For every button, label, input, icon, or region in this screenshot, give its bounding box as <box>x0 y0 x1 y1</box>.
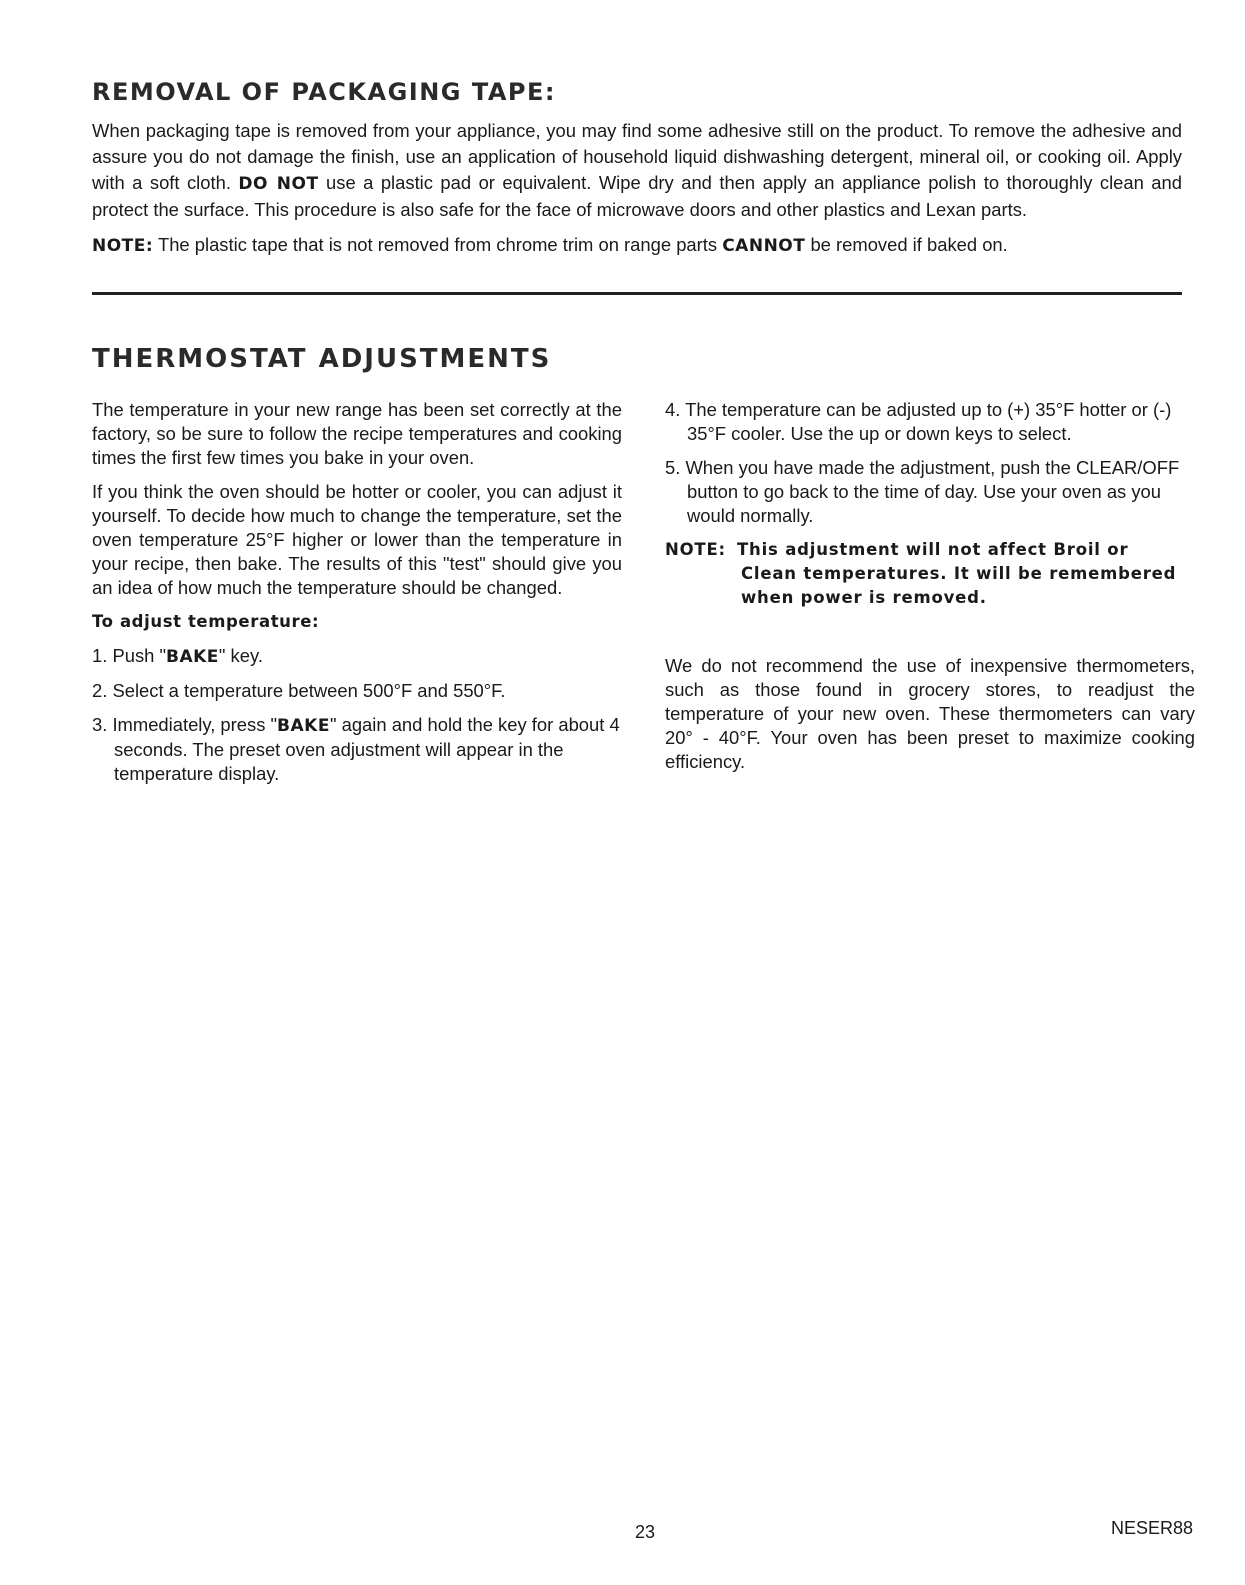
thermostat-note <box>665 538 1195 610</box>
thermostat-intro-1: The temperature in your new range has been set correctly at the factory, so be sure to follow the recipe temperatures and cooking times the first few times you bake in your oven. <box>92 399 622 468</box>
removal-text-a: When packaging tape is removed from your appliance, you may find some adhesive still on the product. To remove the adhesive and assure you do not damage the finish, use an application of household liquid dishwashing detergent, mineral oil, or cooking oil. Apply with a soft cloth. <box>92 120 1182 193</box>
thermostat-left-column <box>92 398 622 796</box>
step-4: 4. The temperature can be adjusted up to (+) 35°F hotter or (-) 35°F cooler. Use the up or down keys to select. <box>665 399 1172 444</box>
removal-text-b: use a plastic pad or equivalent. Wipe dry and then apply an appliance polish to thoroughly clean and protect the surface. This procedure is also safe for the face of microwave doors and other plastics and Lexan parts. <box>92 172 1182 220</box>
to-adjust-heading: To adjust temperature: <box>92 612 320 631</box>
step-3 <box>92 713 622 786</box>
do-not-emphasis: DO NOT <box>238 174 319 194</box>
thermometer-paragraph: We do not recommend the use of inexpensive thermometers, such as those found in grocery stores, to readjust the temperature of your new oven. These thermometers can vary 20° - 40°F. Your oven has been preset to maximize cooking efficiency. <box>665 655 1195 772</box>
step-3-key: BAKE <box>277 716 330 736</box>
removal-note <box>92 232 1182 259</box>
step-5: 5. When you have made the adjustment, push the CLEAR/OFF button to go back to the time of day. Use your oven as you would normally. <box>665 457 1180 526</box>
thermostat-note-line-1: This adjustment will not affect Broil or <box>737 540 1129 559</box>
removal-note-label: NOTE: <box>92 236 154 256</box>
step-3-text-a: 3. Immediately, press " <box>92 714 278 735</box>
removal-note-text-b: be removed if baked on. <box>805 234 1008 255</box>
step-1-key: BAKE <box>166 647 219 667</box>
section-divider <box>92 292 1182 295</box>
thermostat-note-label: NOTE: <box>665 540 726 559</box>
removal-note-text-a: The plastic tape that is not removed from chrome trim on range parts <box>153 234 723 255</box>
page-number: 23 <box>635 1522 656 1542</box>
removal-paragraph <box>92 118 1182 223</box>
step-1 <box>92 644 622 669</box>
thermostat-heading: THERMOSTAT ADJUSTMENTS <box>92 344 552 374</box>
step-3-text-b: " again and hold the key for about 4 seconds. The preset oven adjustment will appear in the temperature display. <box>114 714 620 784</box>
step-1-text-b: " key. <box>218 645 263 666</box>
step-2: 2. Select a temperature between 500°F and 550°F. <box>92 680 506 701</box>
step-1-text-a: 1. Push " <box>92 645 167 666</box>
cannot-emphasis: CANNOT <box>722 236 806 256</box>
removal-section <box>92 118 1182 259</box>
removal-heading: REMOVAL OF PACKAGING TAPE: <box>92 78 557 106</box>
document-code: NESER88 <box>1110 1518 1193 1538</box>
thermostat-intro-2: If you think the oven should be hotter or cooler, you can adjust it yourself. To decide how much to change the temperature, set the oven temperature 25°F higher or lower than the temperature in your recipe, then bake. The results of this "test" should give you an idea of how much the temperature should be changed. <box>92 481 622 598</box>
thermostat-right-column <box>665 398 1195 784</box>
thermostat-note-rest: Clean temperatures. It will be remembered when power is removed. <box>741 564 1177 607</box>
